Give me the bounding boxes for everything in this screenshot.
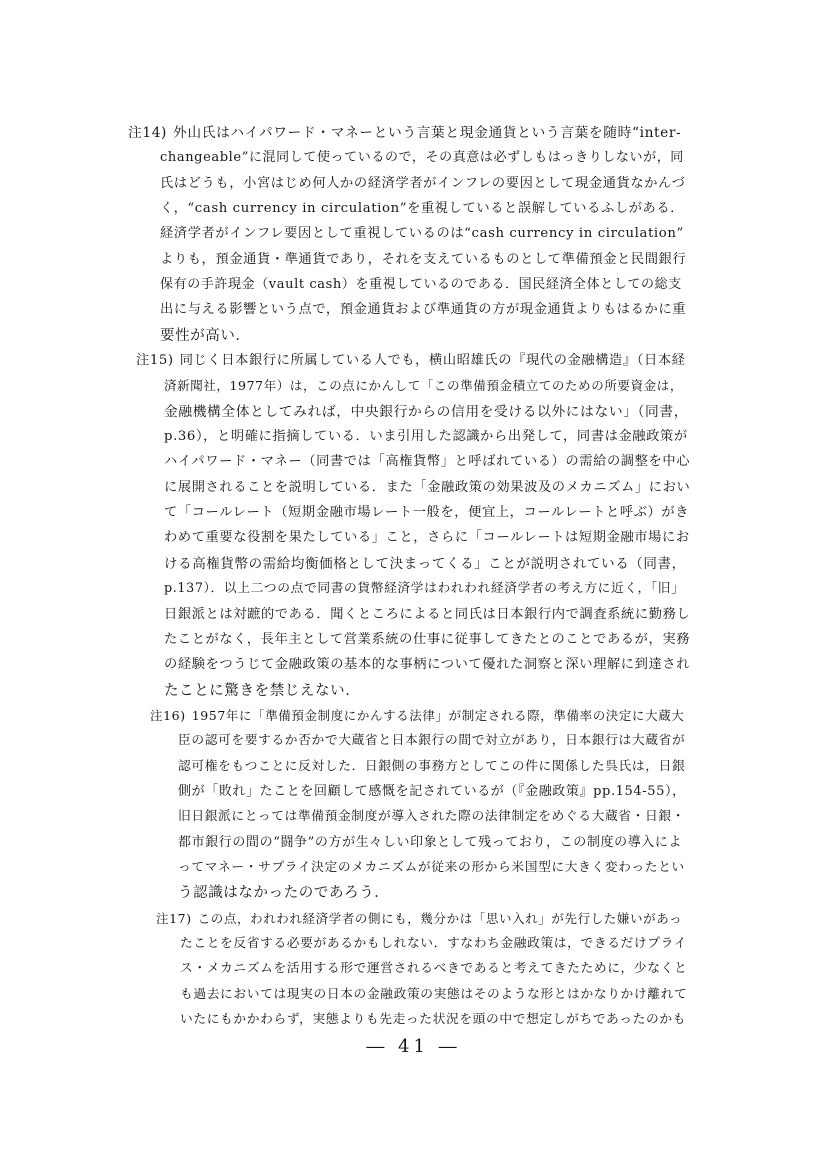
note-14-line-9: 要性が高い．: [160, 328, 251, 344]
note-15-marker: 注15): [136, 353, 174, 368]
note-17-line-2: たことを反省する必要があるかもしれない．すなわち金融政策は，できるだけプライ: [180, 936, 687, 951]
note-14-line-2: changeable”に混同して使っているので，その真意は必ずしもはっきりしないが，同: [160, 150, 684, 165]
note-14-line-8: 出に与える影響という点で，預金通貨および準通貨の方が現金通貨よりもはるかに重: [160, 302, 687, 317]
note-14-marker: 注14): [128, 125, 168, 141]
note-15-line-14: たことに驚きを禁じえない．: [164, 683, 361, 699]
note-15-line-3: 金融機構全体としてみれば，中央銀行からの信用を受ける以外にはない」（同書，: [164, 404, 689, 420]
note-14-line-1: 注14) 外山氏はハイパワード・マネーという言葉と現金通貨という言葉を随時“inter-: [128, 125, 682, 141]
page-number: ― 41 ―: [366, 1036, 461, 1057]
note-17-line-5: いたにもかかわらず，実態よりも先走った状況を頭の中で想定しがちであったのかも: [180, 1012, 687, 1027]
note-15-line-10: p.137）．以上二つの点で同書の貨幣経済学はわれわれ経済学者の考え方に近く，「旧」: [164, 581, 685, 596]
note-16-line-7: ってマネー・サプライ決定のメカニズムが従来の形から米国型に大きく変わったとい: [178, 860, 685, 875]
note-16-line-2: 臣の認可を要するか否かで大蔵省と日本銀行の間で対立があり，日本銀行は大蔵省が: [178, 733, 686, 748]
note-17-line-3: ス・メカニズムを活用する形で運営されるべきであると考えてきたために，少なくと: [180, 961, 688, 976]
note-14-line-5: 経済学者がインフレ要因として重視しているのは“cash currency in circulation”: [160, 226, 684, 241]
note-16-line-1: 注16) 1957年に「準備預金制度にかんする法律」が制定される際，準備率の決定に大蔵大: [150, 706, 684, 726]
note-15-line-2: 済新聞社，1977年）は，この点にかんして「この準備預金積立てのための所要資金は，: [164, 378, 683, 393]
note-14-line-7: 保有の手許現金（vault cash）を重視しているのである．国民経済全体としての総支: [160, 277, 682, 292]
note-16-marker: 注16): [150, 708, 186, 723]
note-15-line-7: て「コールレート（短期金融市場レート一般を，便宜上，コールレートと呼ぶ）がき: [164, 505, 690, 520]
note-14-line-4: く，“cash currency in circulation”を重視していると誤解しているふしがある．: [160, 201, 685, 216]
note-15-line-13: の経験をつうじて金融政策の基本的な事柄について優れた洞察と深い理解に到達され: [164, 657, 691, 672]
note-15-line-5: ハイパワード・マネー（同書では「高権貨幣」と呼ばれている）の需給の調整を中心: [164, 454, 691, 469]
note-15-line-12: たことがなく，長年主として営業系統の仕事に従事してきたとのことであるが，実務: [164, 632, 691, 647]
note-15-line-8: わめて重要な役割を果たしている」こと，さらに「コールレートは短期金融市場にお: [164, 530, 690, 545]
note-15-line-4: p.36），と明確に指摘している．いま引用した認識から出発して，同書は金融政策が: [164, 429, 688, 444]
note-14-line-3: 氏はどうも，小宮はじめ何人かの経済学者がインフレの要因として現金通貨なかんづ: [160, 176, 686, 191]
note-16-line-5: 旧日銀派にとっては準備預金制度が導入された際の法律制定をめぐる大蔵省・日銀・: [178, 809, 686, 824]
note-17-line-4: も過去においては現実の日本の金融政策の実態はそのような形とはかなりかけ離れて: [180, 987, 688, 1002]
note-16-line-8: う認識はなかったのであろう．: [178, 885, 390, 901]
note-15-line-6: に展開されることを説明している．また「金融政策の効果波及のメカニズム」におい: [164, 480, 691, 495]
note-16-line-4: 側が「敗れ」たことを回顧して感慨を記されているが（『金融政策』pp.154-55），: [178, 784, 686, 799]
note-15-line-11: 日銀派とは対蹠的である．聞くところによると同氏は日本銀行内で調査系統に勤務し: [164, 607, 691, 622]
note-16-line-3: 認可権をもつことに反対した．日銀側の事務方としてこの件に関係した呉氏は，日銀: [178, 759, 686, 774]
note-17-marker: 注17): [156, 911, 192, 926]
note-16-line-6: 都市銀行の間の“闘争”の方が生々しい印象として残っており，この制度の導入によ: [178, 835, 683, 850]
note-17-line-1: 注17) この点，われわれ経済学者の側にも，幾分かは「思い入れ」が先行した嫌いがあっ: [156, 909, 682, 929]
note-14-line-6: よりも，預金通貨・準通貨であり，それを支えているものとして準備預金と民間銀行: [160, 252, 687, 267]
note-15-line-9: ける高権貨幣の需給均衡価格として決まってくる」ことが説明されている（同書，: [164, 556, 686, 572]
note-15-line-1: 注15) 同じく日本銀行に所属している人でも，横山昭雄氏の『現代の金融構造』（日本経: [136, 351, 686, 371]
